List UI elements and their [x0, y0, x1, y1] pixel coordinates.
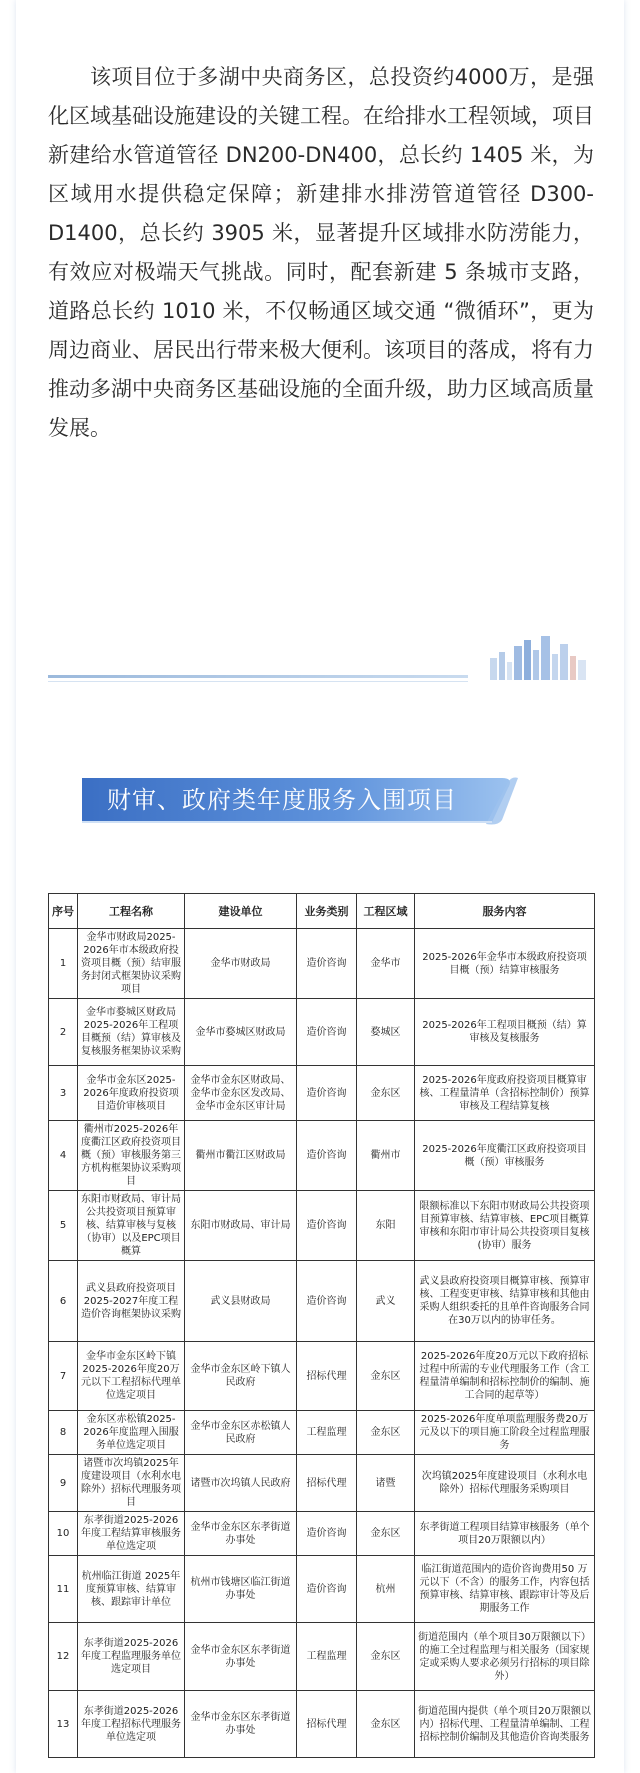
cell-area: 东阳 [357, 1191, 415, 1261]
cell-content: 2025-2026年金华市本级政府投资项目概（预）结算审核服务 [415, 929, 595, 999]
cell-type: 造价咨询 [297, 1066, 357, 1121]
cell-content: 2025-2026年度衢江区政府投资项目概（预）审核服务 [415, 1121, 595, 1191]
table-row [49, 929, 595, 999]
cell-type: 招标代理 [297, 1342, 357, 1411]
cell-no: 8 [49, 1411, 78, 1455]
cell-type: 招标代理 [297, 1691, 357, 1758]
cell-area: 杭州 [357, 1556, 415, 1623]
cell-unit: 金华市金东区东孝街道办事处 [185, 1512, 297, 1556]
cell-content: 临江街道范围内的造价咨询费用50 万元以下（不含）的服务工作，内容包括预算审核、结算审核、跟踪审计等及后期服务工作 [415, 1556, 595, 1623]
cell-unit: 金华市金东区东孝街道办事处 [185, 1623, 297, 1691]
cell-type: 造价咨询 [297, 1121, 357, 1191]
cell-no: 5 [49, 1191, 78, 1261]
cell-type: 工程监理 [297, 1623, 357, 1691]
cell-project-name: 金华市财政局2025-2026年市本级政府投资项目概（预）结审服务封闭式框架协议采购项目 [78, 929, 185, 999]
cell-no: 6 [49, 1261, 78, 1342]
cell-project-name: 金华市金东区岭下镇2025-2026年度20万元以下工程招标代理单位选定项目 [78, 1342, 185, 1411]
cell-content: 街道范围内提供（单个项目20万限额以内）招标代理、工程量清单编制、工程招标控制价编制及其他造价咨询类服务 [415, 1691, 595, 1758]
cell-area: 金东区 [357, 1411, 415, 1455]
cell-type: 造价咨询 [297, 1556, 357, 1623]
header-type: 业务类别 [297, 894, 357, 929]
cell-content: 街道范围内（单个项目30万限额以下）的施工全过程监理与相关服务（国家规定或采购人要求必须另行招标的项目除外） [415, 1623, 595, 1691]
cell-unit: 杭州市钱塘区临江街道办事处 [185, 1556, 297, 1623]
cell-no: 13 [49, 1691, 78, 1758]
city-skyline-icon [486, 636, 594, 680]
cell-unit: 诸暨市次坞镇人民政府 [185, 1455, 297, 1512]
section-title: 财审、政府类年度服务入围项目 [107, 786, 457, 814]
cell-type: 工程监理 [297, 1411, 357, 1455]
header-project-name: 工程名称 [78, 894, 185, 929]
cell-type: 招标代理 [297, 1455, 357, 1512]
table-row [49, 1261, 595, 1342]
cell-content: 2025-2026年度20万元以下政府招标过程中所需的专业代理服务工作（含工程量清单编制和招标控制价的编制、施工合同的起草等） [415, 1342, 595, 1411]
cell-content: 武义县政府投资项目概算审核、预算审核、工程变更审核、结算审核和其他由采购人组织委托的且单件咨询服务合同在30万以内的协审任务。 [415, 1261, 595, 1342]
cell-unit: 东阳市财政局、审计局 [185, 1191, 297, 1261]
cell-unit: 金华市金东区岭下镇人民政府 [185, 1342, 297, 1411]
intro-paragraph: 该项目位于多湖中央商务区，总投资约4000万，是强化区域基础设施建设的关键工程。在给排水工程领域，项目新建给水管道管径 DN200-DN400，总长约 1405 米，为区域用水提供稳定保障；新建排水排涝管道管径 D300-D1400，总长约 3905 米，显著提升区域排水防涝能力，有效应对极端天气挑战。同时，配套新建 5 条城市支路，道路总长约 1010 米，不仅畅通区域交通 “微循环”，更为周边商业、居民出行带来极大便利。该项目的落成，将有力推动多湖中央商务区基础设施的全面升级，助力区域高质量发展。 [48, 65, 594, 440]
cell-content: 2025-2026年度单项监理服务费20万元及以下的项目施工阶段全过程监理服务 [415, 1411, 595, 1455]
cell-project-name: 金华市婺城区财政局2025-2026年工程项目概预（结）算审核及复核服务框架协议采购 [78, 999, 185, 1066]
cell-content: 2025-2026年工程项目概预（结）算审核及复核服务 [415, 999, 595, 1066]
cell-project-name: 衢州市2025-2026年度衢江区政府投资项目概（预）审核服务第三方机构框架协议采购项目 [78, 1121, 185, 1191]
cell-no: 4 [49, 1121, 78, 1191]
table-row [49, 999, 595, 1066]
header-content: 服务内容 [415, 894, 595, 929]
cell-content: 限额标准以下东阳市财政局公共投资项目预算审核、结算审核、EPC项目概算审核和东阳市审计局公共投资项目复核(协审）服务 [415, 1191, 595, 1261]
cell-no: 12 [49, 1623, 78, 1691]
cell-project-name: 金东区赤松镇2025-2026年度监理入围服务单位选定项目 [78, 1411, 185, 1455]
cell-area: 诸暨 [357, 1455, 415, 1512]
cell-area: 金东区 [357, 1512, 415, 1556]
projects-table [48, 893, 595, 1758]
cell-area: 金东区 [357, 1342, 415, 1411]
cell-no: 11 [49, 1556, 78, 1623]
table-row [49, 1191, 595, 1261]
cell-unit: 武义县财政局 [185, 1261, 297, 1342]
table-row [49, 1556, 595, 1623]
cell-type: 造价咨询 [297, 1191, 357, 1261]
header-area: 工程区域 [357, 894, 415, 929]
header-no: 序号 [49, 894, 78, 929]
cell-unit: 金华市金东区财政局、金华市金东区发改局、金华市金东区审计局 [185, 1066, 297, 1121]
cell-no: 9 [49, 1455, 78, 1512]
table-row [49, 1623, 595, 1691]
table-row [49, 1121, 595, 1191]
cell-project-name: 金华市金东区2025-2026年度政府投资项目造价审核项目 [78, 1066, 185, 1121]
cell-area: 武义 [357, 1261, 415, 1342]
cell-area: 金华市 [357, 929, 415, 999]
cell-type: 造价咨询 [297, 929, 357, 999]
section-divider-thin [48, 681, 468, 682]
cell-unit: 金华市金东区东孝街道办事处 [185, 1691, 297, 1758]
cell-unit: 金华市金东区赤松镇人民政府 [185, 1411, 297, 1455]
cell-type: 造价咨询 [297, 999, 357, 1066]
cell-no: 7 [49, 1342, 78, 1411]
cell-content: 次坞镇2025年度建设项目（水利水电除外）招标代理服务采购项目 [415, 1455, 595, 1512]
cell-area: 金东区 [357, 1623, 415, 1691]
table-row [49, 1512, 595, 1556]
table-row [49, 1342, 595, 1411]
cell-type: 造价咨询 [297, 1512, 357, 1556]
cell-unit: 衢州市衢江区财政局 [185, 1121, 297, 1191]
table-row [49, 1066, 595, 1121]
cell-unit: 金华市财政局 [185, 929, 297, 999]
cell-project-name: 武义县政府投资项目2025-2027年度工程造价咨询框架协议采购 [78, 1261, 185, 1342]
cell-area: 婺城区 [357, 999, 415, 1066]
table-row [49, 1691, 595, 1758]
cell-area: 金东区 [357, 1066, 415, 1121]
cell-area: 金东区 [357, 1691, 415, 1758]
cell-project-name: 东孝街道2025-2026年度工程结算审核服务单位选定项 [78, 1512, 185, 1556]
table-row [49, 1455, 595, 1512]
cell-no: 1 [49, 929, 78, 999]
cell-type: 造价咨询 [297, 1261, 357, 1342]
cell-project-name: 东孝街道2025-2026年度工程招标代理服务单位选定项 [78, 1691, 185, 1758]
cell-project-name: 诸暨市次坞镇2025年度建设项目（水利水电除外）招标代理服务项目 [78, 1455, 185, 1512]
cell-content: 2025-2026年度政府投资项目概算审核、工程量清单（含招标控制价）预算审核及工程结算复核 [415, 1066, 595, 1121]
table-header-row [49, 894, 595, 929]
cell-no: 10 [49, 1512, 78, 1556]
cell-project-name: 东阳市财政局、审计局公共投资项目预算审核、结算审核与复核（协审）以及EPC项目概算 [78, 1191, 185, 1261]
cell-no: 3 [49, 1066, 78, 1121]
cell-content: 东孝街道工程项目结算审核服务（单个项目20万限额以内） [415, 1512, 595, 1556]
table-row [49, 1411, 595, 1455]
section-divider [48, 675, 468, 678]
cell-no: 2 [49, 999, 78, 1066]
cell-unit: 金华市婺城区财政局 [185, 999, 297, 1066]
cell-project-name: 东孝街道2025-2026年度工程监理服务单位选定项目 [78, 1623, 185, 1691]
cell-area: 衢州市 [357, 1121, 415, 1191]
cell-project-name: 杭州临江街道 2025年度预算审核、结算审核、跟踪审计单位 [78, 1556, 185, 1623]
header-unit: 建设单位 [185, 894, 297, 929]
